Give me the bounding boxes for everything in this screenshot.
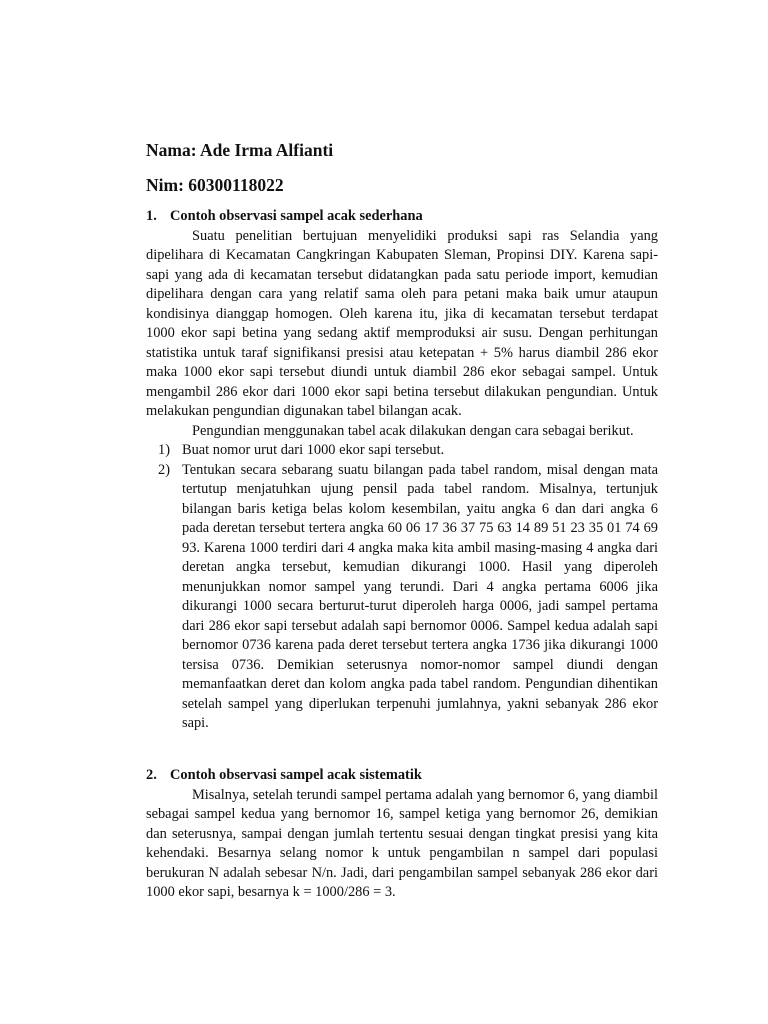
numbered-list — [146, 441, 658, 734]
section-simple-random-sample — [146, 207, 658, 734]
section-heading — [146, 766, 658, 786]
list-item-text: Buat nomor urut dari 1000 ekor sapi tersebut. — [182, 442, 445, 458]
section-title: Contoh observasi sampel acak sederhana — [170, 208, 423, 224]
section-heading — [146, 207, 658, 227]
list-item-text: Tentukan secara sebarang suatu bilangan pada tabel random, misal dengan mata tertutup menjatuhkan ujung pensil pada tabel random. Misalnya, tertunjuk bilangan baris ketiga belas kolom kesembilan, yaitu angka 6 dan dari angka 6 pada deretan tersebut tertera angka 60 06 17 36 37 75 63 14 89 51 23 35 01 74 69 93. Karena 1000 terdiri dari 4 angka maka kita ambil masing-masing 4 angka dari deretan angka tersebut, kemudian dikurangi 1000. Hasil yang diperoleh menunjukkan nomor sampel yang terundi. Dari 4 angka pertama 6006 jika dikurangi 1000 secara berturut-turut diperoleh harga 0006, jadi sampel pertama dari 286 ekor sapi tersebut adalah sapi bernomor 0006. Sampel kedua adalah sapi bernomor 0736 karena pada deret tersebut tertera angka 1736 jika dikurangi 1000 tersisa 0736. Demikian seterusnya nomor-nomor sampel diundi dengan memanfaatkan deret dan kolom angka pada tabel random. Pengundian dihentikan setelah sampel yang diperlukan terpenuhi jumlahnya, yakni sebanyak 286 ekor sapi. — [182, 461, 658, 731]
section-title: Contoh observasi sampel acak sistematik — [170, 767, 422, 783]
student-nim: Nim: 60300118022 — [146, 175, 284, 195]
student-name: Nama: Ade Irma Alfianti — [146, 140, 334, 160]
list-item-number: 2) — [158, 461, 170, 478]
paragraph: Misalnya, setelah terundi sampel pertama adalah yang bernomor 6, yang diambil sebagai sampel kedua yang bernomor 16, sampel ketiga yang bernomor 26, demikian dan seterusnya, sampai dengan jumlah tertentu sesuai dengan tingkat presisi yang kita kehendaki. Besarnya selang nomor k untuk pengambilan n sampel dari populasi berukuran N adalah sebesar N/n. Jadi, dari pengambilan sampel sebanyak 286 ekor dari 1000 ekor sapi, besarnya k = 1000/286 = 3. — [146, 786, 658, 900]
paragraph: Suatu penelitian bertujuan menyelidiki produksi sapi ras Selandia yang dipelihara di Kecamatan Cangkringan Kabupaten Sleman, Propinsi DIY. Karena sapi-sapi yang ada di kecamatan tersebut didatangkan pada satu periode import, kemudian dipelihara dengan cara yang relatif sama oleh para petani maka baik umur ataupun kondisinya dianggap homogen. Oleh karena itu, jika di kecamatan tersebut terdapat 1000 ekor sapi betina yang sedang aktif memproduksi air susu. Dengan perhitungan statistika untuk taraf signifikansi presisi atau ketepatan + 5% harus diambil 286 ekor maka 1000 ekor sapi tersebut diundi untuk diambil 286 ekor sebagai sampel. Untuk mengambil 286 ekor dari 1000 ekor sapi betina tersebut dilakukan pengundian. Untuk melakukan pengundian digunakan tabel bilangan acak. — [146, 227, 658, 419]
section-number: 1. — [146, 208, 157, 224]
list-item — [158, 441, 658, 461]
section-number: 2. — [146, 767, 157, 783]
paragraph: Pengundian menggunakan tabel acak dilakukan dengan cara sebagai berikut. — [192, 422, 634, 439]
section-systematic-random-sample — [146, 766, 658, 903]
list-item-number: 1) — [158, 442, 170, 458]
list-item — [158, 461, 658, 734]
